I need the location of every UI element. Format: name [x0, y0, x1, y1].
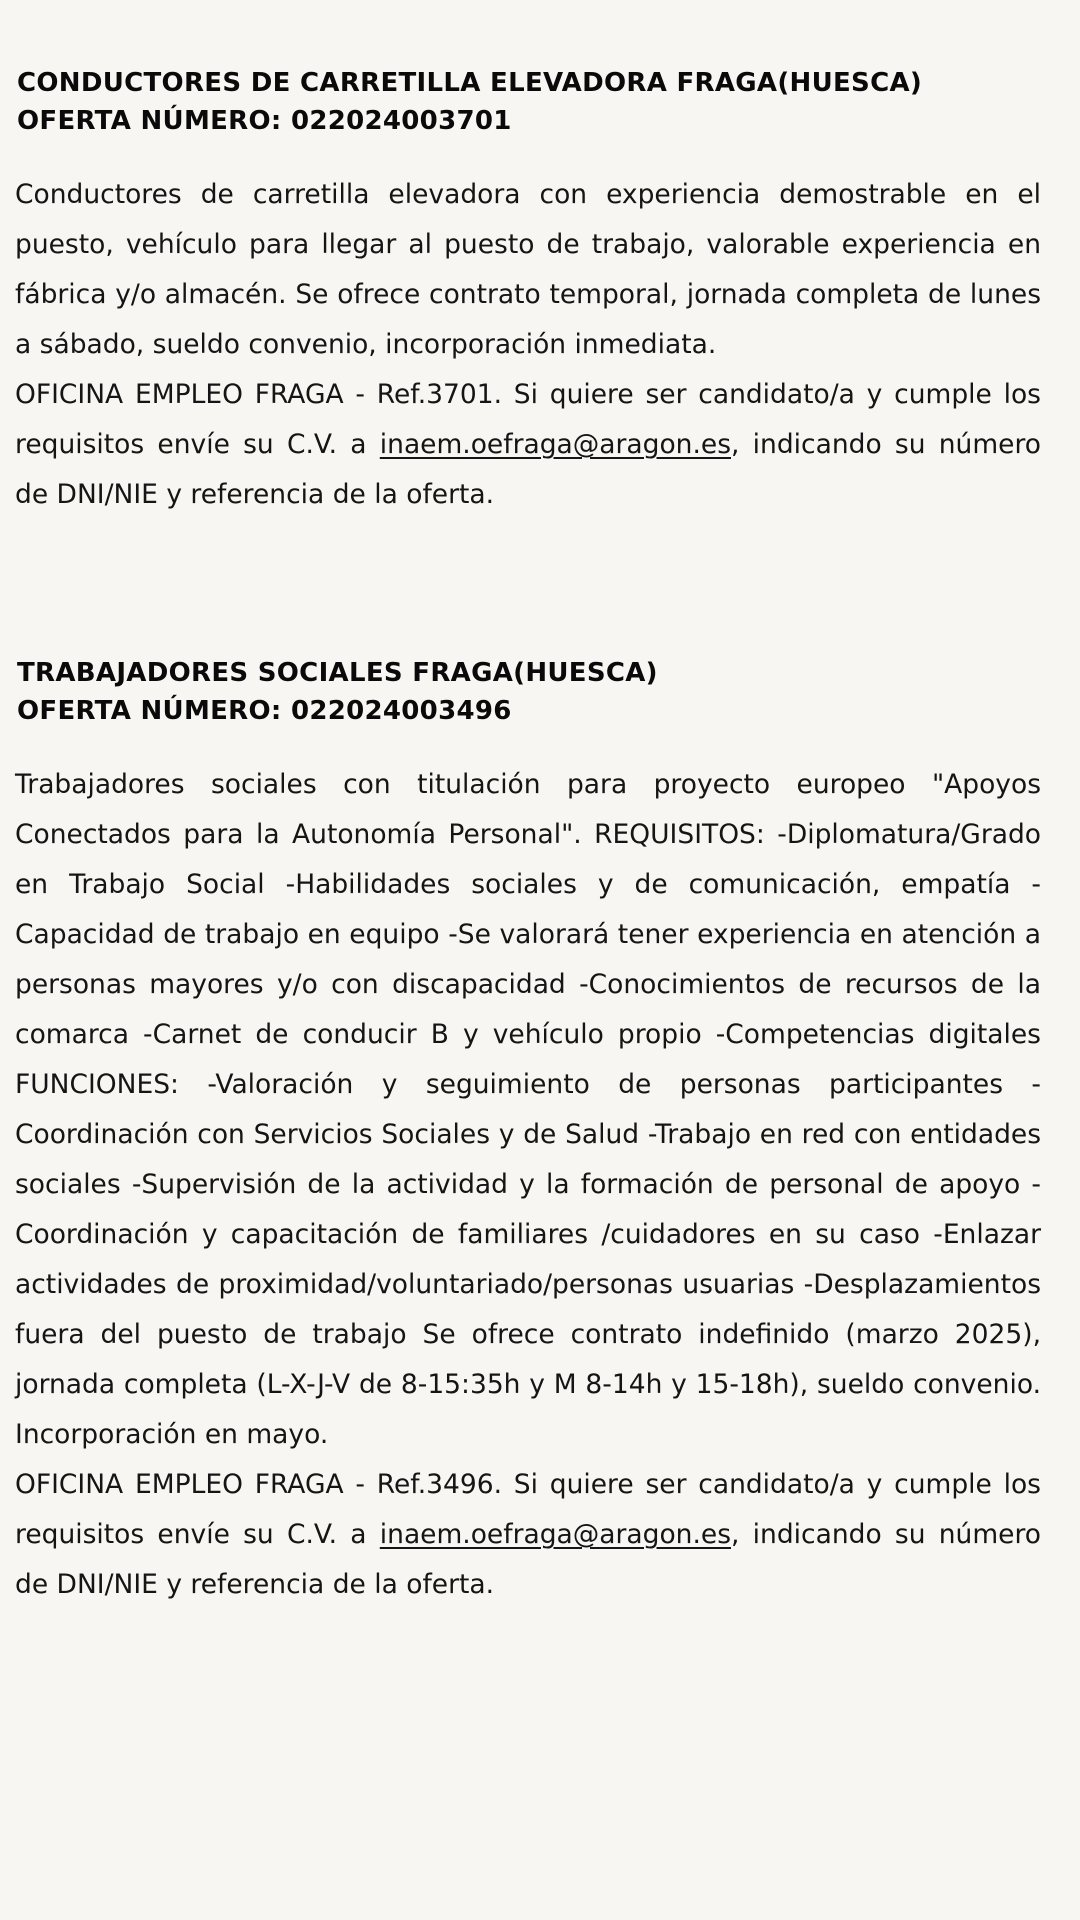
job-offer-forklift: [15, 64, 1041, 520]
job-offer-social-workers: [15, 654, 1041, 1610]
offer-description: Conductores de carretilla elevadora con experiencia demostrable en el puesto, vehículo para llegar al puesto de trabajo, valorable experiencia en fábrica y/o almacén. Se ofrece contrato temporal, jornada completa de lunes a sábado, sueldo convenio, incorporación inmediata.: [15, 179, 1041, 360]
offer-title: TRABAJADORES SOCIALES FRAGA(HUESCA): [17, 658, 658, 688]
offer-contact: [15, 370, 1041, 520]
offer-contact-text-end: , indicando su número de DNI/NIE y referencia de la oferta.: [15, 429, 1041, 510]
offer-body: [15, 760, 1041, 1610]
email-link[interactable]: inaem.oefraga@aragon.es: [379, 429, 731, 460]
offer-heading: [17, 64, 1041, 140]
offer-body: [15, 170, 1041, 520]
email-link[interactable]: inaem.oefraga@aragon.es: [379, 1519, 731, 1550]
offer-number: OFERTA NÚMERO: 022024003701: [17, 106, 512, 136]
offer-number: OFERTA NÚMERO: 022024003496: [17, 696, 512, 726]
offer-heading: [17, 654, 1041, 730]
offer-contact-text: OFICINA EMPLEO FRAGA - Ref.3701. Si quiere ser candidato/a y cumple los requisitos envíe su C.V. a: [15, 379, 1041, 460]
offer-contact: [15, 1460, 1041, 1610]
offer-title: CONDUCTORES DE CARRETILLA ELEVADORA FRAGA(HUESCA): [17, 68, 923, 98]
offer-contact-text-end: , indicando su número de DNI/NIE y referencia de la oferta.: [15, 1519, 1041, 1600]
offer-contact-text: OFICINA EMPLEO FRAGA - Ref.3496. Si quiere ser candidato/a y cumple los requisitos envíe su C.V. a: [15, 1469, 1041, 1550]
offer-description: Trabajadores sociales con titulación para proyecto europeo "Apoyos Conectados para la Autonomía Personal". REQUISITOS: -Diplomatura/Grado en Trabajo Social -Habilidades sociales y de comunicación, empatía -Capacidad de trabajo en equipo -Se valorará tener experiencia en atención a personas mayores y/o con discapacidad -Conocimientos de recursos de la comarca -Carnet de conducir B y vehículo propio -Competencias digitales FUNCIONES: -Valoración y seguimiento de personas participantes -Coordinación con Servicios Sociales y de Salud -Trabajo en red con entidades sociales -Supervisión de la actividad y la formación de personal de apoyo -Coordinación y capacitación de familiares /cuidadores en su caso -Enlazar actividades de proximidad/voluntariado/personas usuarias -Desplazamientos fuera del puesto de trabajo Se ofrece contrato indefinido (marzo 2025), jornada completa (L-X-J-V de 8-15:35h y M 8-14h y 15-18h), sueldo convenio. Incorporación en mayo.: [15, 769, 1041, 1450]
